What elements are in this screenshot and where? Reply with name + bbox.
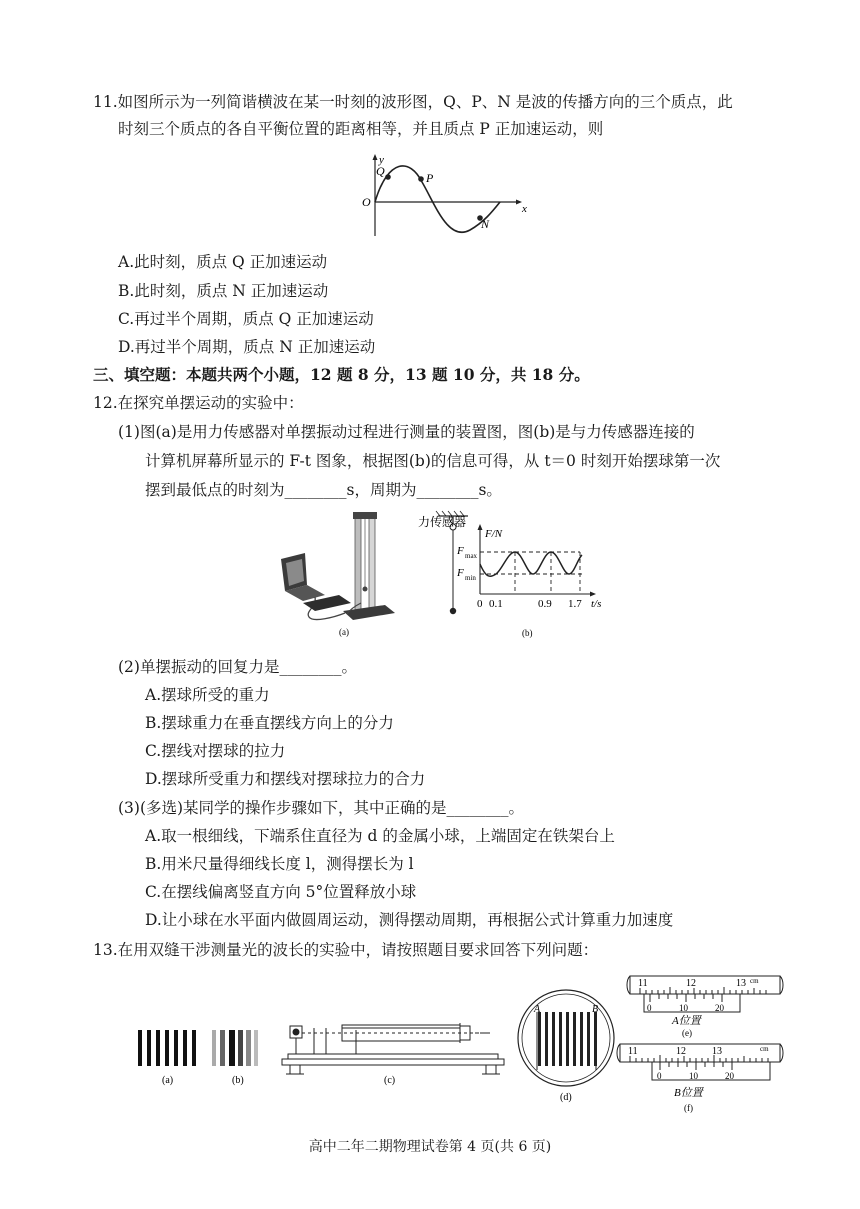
fringe-pattern-b	[212, 1030, 258, 1066]
e-vern-10: 10	[679, 1003, 688, 1013]
e-main-12: 12	[686, 978, 696, 989]
fmin-label: F	[457, 567, 464, 579]
q12-figure-a-apparatus	[275, 507, 405, 642]
q11-option-c: C.再过半个周期，质点 Q 正加速运动	[118, 310, 374, 328]
section3-heading: 三、填空题：本题共两个小题，12 题 8 分，13 题 10 分，共 18 分。	[93, 365, 590, 384]
point-q-label: Q	[376, 164, 385, 178]
f-vern-0: 0	[657, 1071, 662, 1081]
f-main-13: 13	[712, 1046, 722, 1057]
figure-a-label: (a)	[162, 1075, 174, 1086]
q12-part2-option-d: D.摆球所受重力和摆线对摆球拉力的合力	[145, 770, 426, 788]
q12-part2-option-c: C.摆线对摆球的拉力	[145, 742, 286, 760]
figure-e-label: (e)	[682, 1028, 692, 1038]
point-n-label: N	[481, 217, 490, 231]
tick-0-9: 0.9	[538, 598, 552, 610]
origin-label: O	[362, 195, 371, 209]
figure-d-label: (d)	[560, 1092, 572, 1103]
y-axis-label: F/N	[485, 528, 503, 540]
y-axis-label: y	[379, 154, 384, 166]
q11-option-b: B.此时刻，质点 N 正加速运动	[118, 282, 329, 300]
q12-part3-option-a: A.取一根细线，下端系住直径为 d 的金属小球，上端固定在铁架台上	[145, 827, 615, 845]
e-vern-0: 0	[647, 1003, 652, 1013]
q12-part3: (3)(多选)某同学的操作步骤如下，其中正确的是________。	[118, 799, 525, 817]
f-vern-10: 10	[689, 1071, 698, 1081]
q12-part2-option-a: A.摆球所受的重力	[145, 686, 270, 704]
fmin-subscript: min	[465, 574, 476, 582]
q13-title: 13.在用双缝干涉测量光的波长的实验中，请按照题目要求回答下列问题：	[93, 941, 599, 959]
optical-bench-c	[282, 1023, 504, 1074]
tick-1-7: 1.7	[568, 598, 582, 610]
q12-part3-option-c: C.在摆线偏离竖直方向 5°位置释放小球	[145, 883, 417, 901]
page-footer: 高中二年二期物理试卷第 4 页(共 6 页)	[308, 1139, 552, 1155]
point-p-label: P	[426, 171, 434, 185]
q12-part1-line1: (1)图(a)是用力传感器对单摆振动过程进行测量的装置图，图(b)是与力传感器连接的	[118, 423, 695, 441]
mark-b-label: B	[592, 1004, 599, 1015]
q12-part2: (2)单摆振动的回复力是________。	[118, 658, 357, 676]
vernier-caliper-f	[617, 1044, 783, 1080]
f-unit: cm	[760, 1045, 769, 1053]
e-vern-20: 20	[715, 1003, 724, 1013]
q12-title: 12.在探究单摆运动的实验中：	[93, 394, 304, 412]
mark-a-label: A	[534, 1004, 541, 1015]
q12-figure-b-graph	[412, 508, 612, 643]
figure-b-label: (b)	[522, 628, 533, 638]
tick-0-1: 0.1	[489, 598, 503, 610]
q11-wave-figure	[360, 152, 530, 238]
e-position-label: A位置	[672, 1015, 701, 1027]
figure-b-label: (b)	[232, 1075, 244, 1086]
fringe-pattern-a	[138, 1030, 196, 1066]
f-vern-20: 20	[725, 1071, 734, 1081]
q11-option-d: D.再过半个周期，质点 N 正加速运动	[118, 338, 376, 356]
e-main-11: 11	[638, 978, 648, 989]
q12-part1-line3: 摆到最低点的时刻为________s，周期为________s。	[145, 481, 502, 499]
x-axis-label: t/s	[591, 598, 602, 610]
q12-part1-line2: 计算机屏幕所显示的 F-t 图象，根据图(b)的信息可得，从 t＝0 时刻开始摆球第一次	[145, 452, 721, 470]
figure-a-label: (a)	[339, 627, 349, 637]
f-main-11: 11	[628, 1046, 638, 1057]
fmax-subscript: max	[465, 552, 478, 560]
x-axis-label: x	[522, 203, 527, 215]
q11-stem-line1: 11.如图所示为一列简谐横波在某一时刻的波形图，Q、P、N 是波的传播方向的三个质点，此	[93, 93, 733, 111]
q11-stem-line2: 时刻三个质点的各自平衡位置的距离相等，并且质点 P 正加速运动，则	[118, 120, 604, 138]
f-position-label: B位置	[674, 1087, 703, 1099]
q13-figures	[130, 966, 850, 1126]
f-main-12: 12	[676, 1046, 686, 1057]
e-unit: cm	[750, 977, 759, 985]
tick-0: 0	[477, 598, 483, 610]
q12-part3-option-d: D.让小球在水平面内做圆周运动，测得摆动周期，再根据公式计算重力加速度	[145, 911, 674, 929]
e-main-13: 13	[736, 978, 746, 989]
figure-f-label: (f)	[684, 1103, 693, 1113]
q12-part2-option-b: B.摆球重力在垂直摆线方向上的分力	[145, 714, 394, 732]
eyepiece-view-d	[518, 990, 614, 1086]
q12-part3-option-b: B.用米尺量得细线长度 l，测得摆长为 l	[145, 855, 414, 873]
q11-option-a: A.此时刻，质点 Q 正加速运动	[118, 253, 328, 271]
fmax-label: F	[457, 545, 464, 557]
force-sensor-label: 力传感器	[418, 515, 467, 529]
figure-c-label: (c)	[384, 1075, 396, 1086]
